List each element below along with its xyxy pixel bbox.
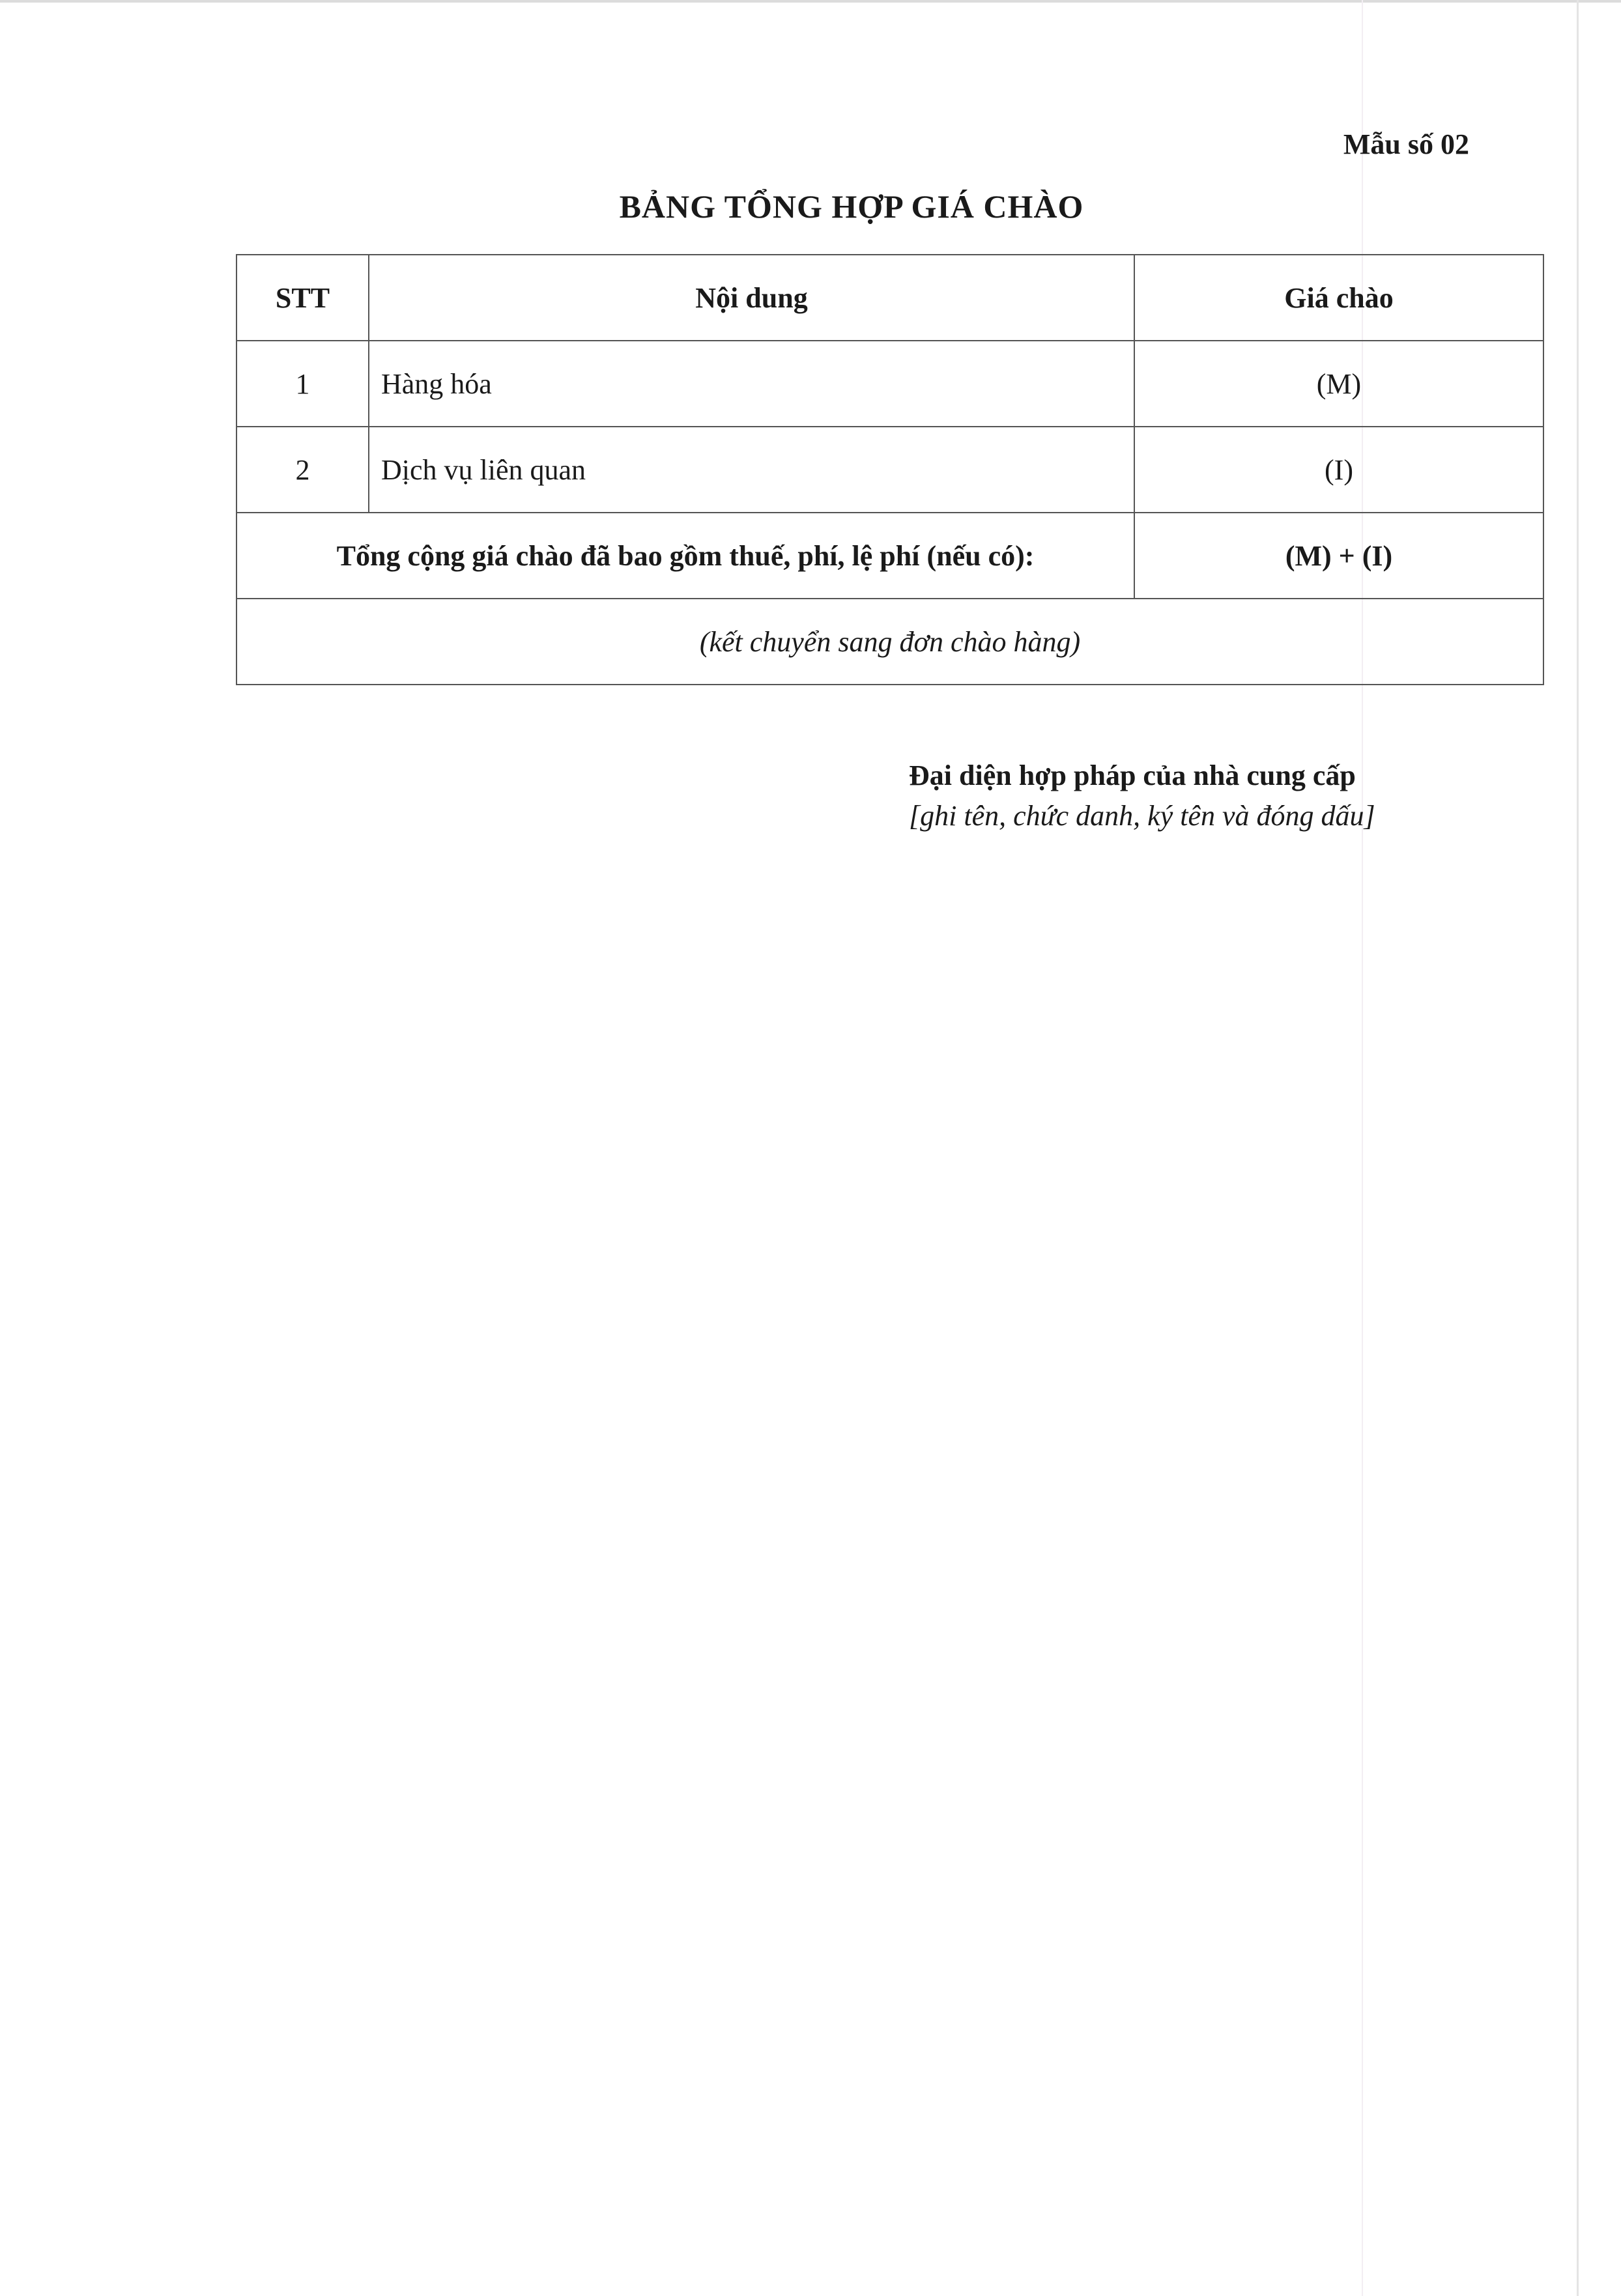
total-value: (M) + (I) bbox=[1134, 513, 1543, 599]
table-row bbox=[237, 341, 1543, 427]
row-price: (I) bbox=[1134, 427, 1543, 513]
column-header-price: Giá chào bbox=[1134, 255, 1543, 341]
row-price: (M) bbox=[1134, 341, 1543, 427]
price-summary-table bbox=[236, 254, 1544, 685]
total-label: Tổng cộng giá chào đã bao gồm thuế, phí, lệ phí (nếu có): bbox=[237, 513, 1134, 599]
row-content: Dịch vụ liên quan bbox=[369, 427, 1134, 513]
signature-title: Đại diện hợp pháp của nhà cung cấp bbox=[909, 759, 1356, 791]
page-edge-top bbox=[0, 0, 1621, 3]
row-stt: 2 bbox=[237, 427, 369, 513]
carry-over-note: (kết chuyển sang đơn chào hàng) bbox=[237, 599, 1543, 685]
form-number: Mẫu số 02 bbox=[1343, 128, 1469, 160]
row-content: Hàng hóa bbox=[369, 341, 1134, 427]
page-edge-right bbox=[1577, 0, 1579, 2296]
signature-instructions: [ghi tên, chức danh, ký tên và đóng dấu] bbox=[909, 800, 1375, 832]
total-row bbox=[237, 513, 1543, 599]
note-row bbox=[237, 599, 1543, 685]
table-row bbox=[237, 427, 1543, 513]
row-stt: 1 bbox=[237, 341, 369, 427]
document-title: BẢNG TỔNG HỢP GIÁ CHÀO bbox=[619, 188, 1084, 225]
table-header-row bbox=[237, 255, 1543, 341]
column-header-content: Nội dung bbox=[369, 255, 1134, 341]
signature-block bbox=[909, 756, 1469, 836]
column-header-stt: STT bbox=[237, 255, 369, 341]
